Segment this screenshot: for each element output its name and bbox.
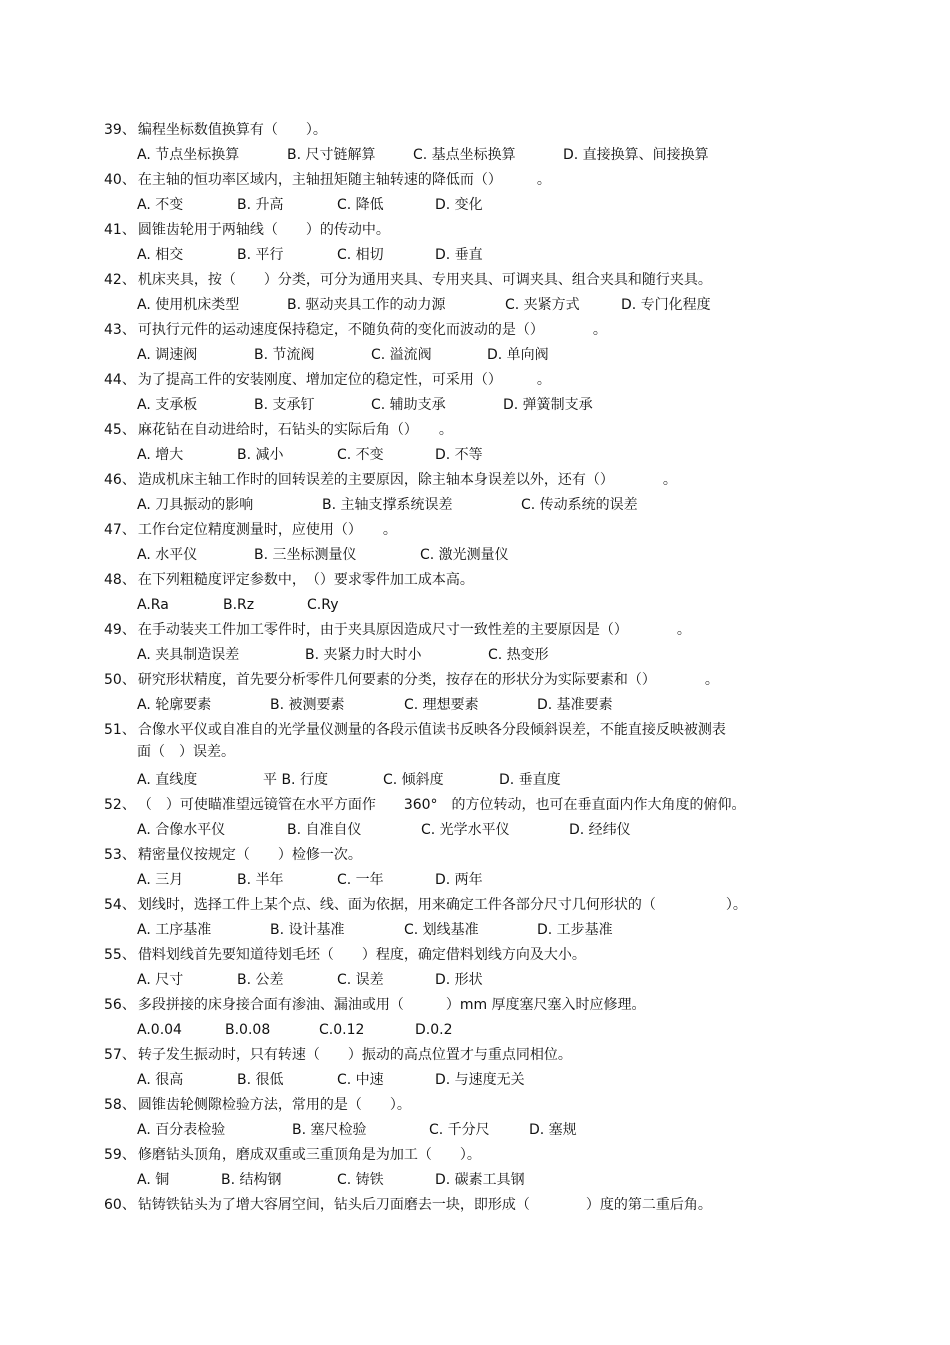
question-47: [104, 521, 397, 539]
question-58: [104, 1096, 411, 1114]
option-c: C. 误差: [337, 972, 384, 988]
option-d: D. 垂直度: [499, 772, 561, 788]
option-b: B. 支承钉: [254, 397, 315, 413]
option-c: C. 一年: [337, 872, 384, 888]
question-number: 56、: [104, 997, 136, 1013]
option-c: C. 降低: [337, 197, 384, 213]
question-45: [104, 421, 453, 439]
question-text: 精密量仪按规定（ ）检修一次。: [137, 847, 362, 863]
question-text: 麻花钻在自动进给时，石钻头的实际后角（） 。: [137, 422, 453, 438]
option-c: C. 不变: [337, 447, 384, 463]
option-a: A. 轮廓要素: [137, 697, 212, 713]
option-a: A. 百分表检验: [137, 1122, 226, 1138]
options-row: [137, 821, 857, 839]
options-row: [137, 971, 857, 989]
option-a: A. 很高: [137, 1072, 184, 1088]
option-b: B. 设计基准: [270, 922, 345, 938]
question-51: [104, 721, 726, 739]
question-40: [104, 171, 551, 189]
options-row: [137, 1171, 857, 1189]
question-text: 编程坐标数值换算有（ ）。: [137, 122, 327, 138]
option-c: C. 千分尺: [429, 1122, 490, 1138]
question-text: 可执行元件的运动速度保持稳定，不随负荷的变化而波动的是（） 。: [137, 322, 607, 338]
option-a: A. 调速阀: [137, 347, 198, 363]
option-c: C. 相切: [337, 247, 384, 263]
question-number: 54、: [104, 897, 136, 913]
option-a: A. 增大: [137, 447, 184, 463]
question-text: 借料划线首先要知道待划毛坯（ ）程度，确定借料划线方向及大小。: [137, 947, 586, 963]
options-row: [137, 546, 857, 564]
option-c: C. 划线基准: [404, 922, 479, 938]
option-b: B. 半年: [237, 872, 284, 888]
question-49: [104, 621, 691, 639]
question-number: 39、: [104, 122, 136, 138]
option-d: D. 与速度无关: [435, 1072, 525, 1088]
question-text: （ ）可使瞄准望远镜管在水平方面作 360° 的方位转动，也可在垂直面内作大角度的俯仰。: [137, 797, 746, 813]
question-text: 圆锥齿轮用于两轴线（ ）的传动中。: [137, 222, 390, 238]
question-text: 造成机床主轴工作时的回转误差的主要原因，除主轴本身误差以外，还有（） 。: [137, 472, 677, 488]
options-row: [137, 1021, 857, 1039]
option-b: B. 夹紧力时大时小: [305, 647, 422, 663]
question-55: [104, 946, 586, 964]
question-number: 40、: [104, 172, 136, 188]
question-text: 在手动装夹工件加工零件时，由于夹具原因造成尺寸一致性差的主要原因是（） 。: [137, 622, 691, 638]
question-60: [104, 1196, 712, 1214]
question-text: 在主轴的恒功率区域内，主轴扭矩随主轴转速的降低而（） 。: [137, 172, 551, 188]
question-text: 圆锥齿轮侧隙检验方法，常用的是（ ）。: [137, 1097, 411, 1113]
option-b: B. 自准自仪: [287, 822, 362, 838]
question-39: [104, 121, 327, 139]
question-number: 44、: [104, 372, 136, 388]
option-b: B. 节流阀: [254, 347, 315, 363]
question-number: 57、: [104, 1047, 136, 1063]
options-row: [137, 1071, 857, 1089]
option-c: C.Ry: [307, 597, 339, 613]
question-57: [104, 1046, 572, 1064]
question-number: 43、: [104, 322, 136, 338]
option-d: D. 变化: [435, 197, 483, 213]
option-b: B. 主轴支撑系统误差: [322, 497, 453, 513]
options-row: [137, 646, 857, 664]
question-53: [104, 846, 362, 864]
question-number: 49、: [104, 622, 136, 638]
question-42: [104, 271, 712, 289]
option-c: C. 热变形: [488, 647, 549, 663]
question-text: 机床夹具，按（ ）分类，可分为通用夹具、专用夹具、可调夹具、组合夹具和随行夹具。: [137, 272, 712, 288]
question-50: [104, 671, 719, 689]
options-row: [137, 496, 857, 514]
option-b: 平 B. 行度: [263, 772, 328, 788]
question-text: 钻铸铁钻头为了增大容屑空间，钻头后刀面磨去一块，即形成（ ）度的第二重后角。: [137, 1197, 712, 1213]
question-number: 42、: [104, 272, 136, 288]
question-52: [104, 796, 746, 814]
option-a: A. 尺寸: [137, 972, 184, 988]
question-number: 41、: [104, 222, 136, 238]
option-b: B. 升高: [237, 197, 284, 213]
option-a: A. 支承板: [137, 397, 198, 413]
options-row: [137, 246, 857, 264]
options-row: [137, 771, 857, 789]
option-a: A. 直线度: [137, 772, 198, 788]
option-a: A. 水平仪: [137, 547, 198, 563]
option-d: D. 弹簧制支承: [503, 397, 593, 413]
question-text-continuation: 面（ ）误差。: [137, 744, 235, 760]
options-row: [137, 146, 857, 164]
question-number: 60、: [104, 1197, 136, 1213]
option-a: A. 相交: [137, 247, 184, 263]
question-text: 工作台定位精度测量时，应使用（） 。: [137, 522, 397, 538]
option-c: C. 光学水平仪: [421, 822, 510, 838]
question-54: [104, 896, 747, 914]
option-b: B. 塞尺检验: [292, 1122, 367, 1138]
option-a: A.0.04: [137, 1022, 182, 1038]
option-d: D. 碳素工具钢: [435, 1172, 525, 1188]
option-d: D. 基准要素: [537, 697, 613, 713]
option-b: B. 减小: [237, 447, 284, 463]
option-a: A. 夹具制造误差: [137, 647, 240, 663]
option-c: C. 铸铁: [337, 1172, 384, 1188]
question-56: [104, 996, 646, 1014]
options-row: [137, 296, 857, 314]
option-c: C. 传动系统的误差: [521, 497, 638, 513]
option-a: A. 三月: [137, 872, 184, 888]
question-41: [104, 221, 390, 239]
option-a: A.Ra: [137, 597, 169, 613]
question-text: 修磨钻头顶角，磨成双重或三重顶角是为加工（ ）。: [137, 1147, 481, 1163]
option-c: C. 理想要素: [404, 697, 479, 713]
option-b: B. 三坐标测量仪: [254, 547, 357, 563]
options-row: [137, 346, 857, 364]
options-row: [137, 696, 857, 714]
option-b: B. 公差: [237, 972, 284, 988]
question-59: [104, 1146, 481, 1164]
question-44: [104, 371, 551, 389]
options-row: [137, 396, 857, 414]
option-c: C. 夹紧方式: [505, 297, 580, 313]
option-d: D. 塞规: [529, 1122, 577, 1138]
option-d: D. 单向阀: [487, 347, 549, 363]
option-c: C. 基点坐标换算: [413, 147, 516, 163]
options-row: [137, 446, 857, 464]
option-a: A. 使用机床类型: [137, 297, 240, 313]
question-text: 多段拼接的床身接合面有渗油、漏油或用（ ）mm 厚度塞尺塞入时应修理。: [137, 997, 646, 1013]
question-number: 45、: [104, 422, 136, 438]
option-d: D. 直接换算、间接换算: [563, 147, 709, 163]
question-text: 研究形状精度，首先要分析零件几何要素的分类，按存在的形状分为实际要素和（） 。: [137, 672, 719, 688]
option-a: A. 工序基准: [137, 922, 212, 938]
option-a: A. 节点坐标换算: [137, 147, 240, 163]
option-d: D. 经纬仪: [569, 822, 631, 838]
options-row: [137, 196, 857, 214]
options-row: [137, 871, 857, 889]
question-48: [104, 571, 474, 589]
option-b: B. 被测要素: [270, 697, 345, 713]
question-number: 51、: [104, 722, 136, 738]
option-d: D. 垂直: [435, 247, 483, 263]
option-a: A. 刀具振动的影响: [137, 497, 254, 513]
option-b: B. 很低: [237, 1072, 284, 1088]
option-d: D. 工步基准: [537, 922, 613, 938]
option-c: C. 辅助支承: [371, 397, 446, 413]
question-text: 合像水平仪或自准自的光学量仪测量的各段示值读书反映各分段倾斜误差，不能直接反映被测表: [137, 722, 726, 738]
question-text: 划线时，选择工件上某个点、线、面为依据，用来确定工件各部分尺寸几何形状的（ ）。: [137, 897, 747, 913]
option-d: D.0.2: [415, 1022, 453, 1038]
option-b: B. 平行: [237, 247, 284, 263]
question-number: 55、: [104, 947, 136, 963]
question-number: 59、: [104, 1147, 136, 1163]
question-number: 53、: [104, 847, 136, 863]
option-a: A. 合像水平仪: [137, 822, 226, 838]
option-b: B. 结构钢: [221, 1172, 282, 1188]
option-b: B. 尺寸链解算: [287, 147, 376, 163]
option-d: D. 专门化程度: [621, 297, 711, 313]
option-c: C. 激光测量仪: [420, 547, 509, 563]
option-b: B. 驱动夹具工作的动力源: [287, 297, 446, 313]
options-row: [137, 921, 857, 939]
question-number: 48、: [104, 572, 136, 588]
question-43: [104, 321, 607, 339]
options-row: [137, 596, 857, 614]
question-number: 52、: [104, 797, 136, 813]
question-text: 在下列粗糙度评定参数中， （）要求零件加工成本高。: [137, 572, 474, 588]
question-number: 58、: [104, 1097, 136, 1113]
option-c: C.0.12: [319, 1022, 365, 1038]
question-text: 转子发生振动时，只有转速（ ）振动的高点位置才与重点同相位。: [137, 1047, 572, 1063]
question-number: 46、: [104, 472, 136, 488]
option-b: B.Rz: [223, 597, 255, 613]
question-number: 47、: [104, 522, 136, 538]
option-c: C. 中速: [337, 1072, 384, 1088]
option-b: B.0.08: [225, 1022, 271, 1038]
option-d: D. 形状: [435, 972, 483, 988]
question-number: 50、: [104, 672, 136, 688]
option-a: A. 不变: [137, 197, 184, 213]
question-46: [104, 471, 677, 489]
option-c: C. 倾斜度: [383, 772, 444, 788]
option-d: D. 两年: [435, 872, 483, 888]
option-d: D. 不等: [435, 447, 483, 463]
options-row: [137, 1121, 857, 1139]
question-text: 为了提高工件的安装刚度、增加定位的稳定性，可采用（） 。: [137, 372, 551, 388]
option-c: C. 溢流阀: [371, 347, 432, 363]
option-a: A. 铜: [137, 1172, 170, 1188]
